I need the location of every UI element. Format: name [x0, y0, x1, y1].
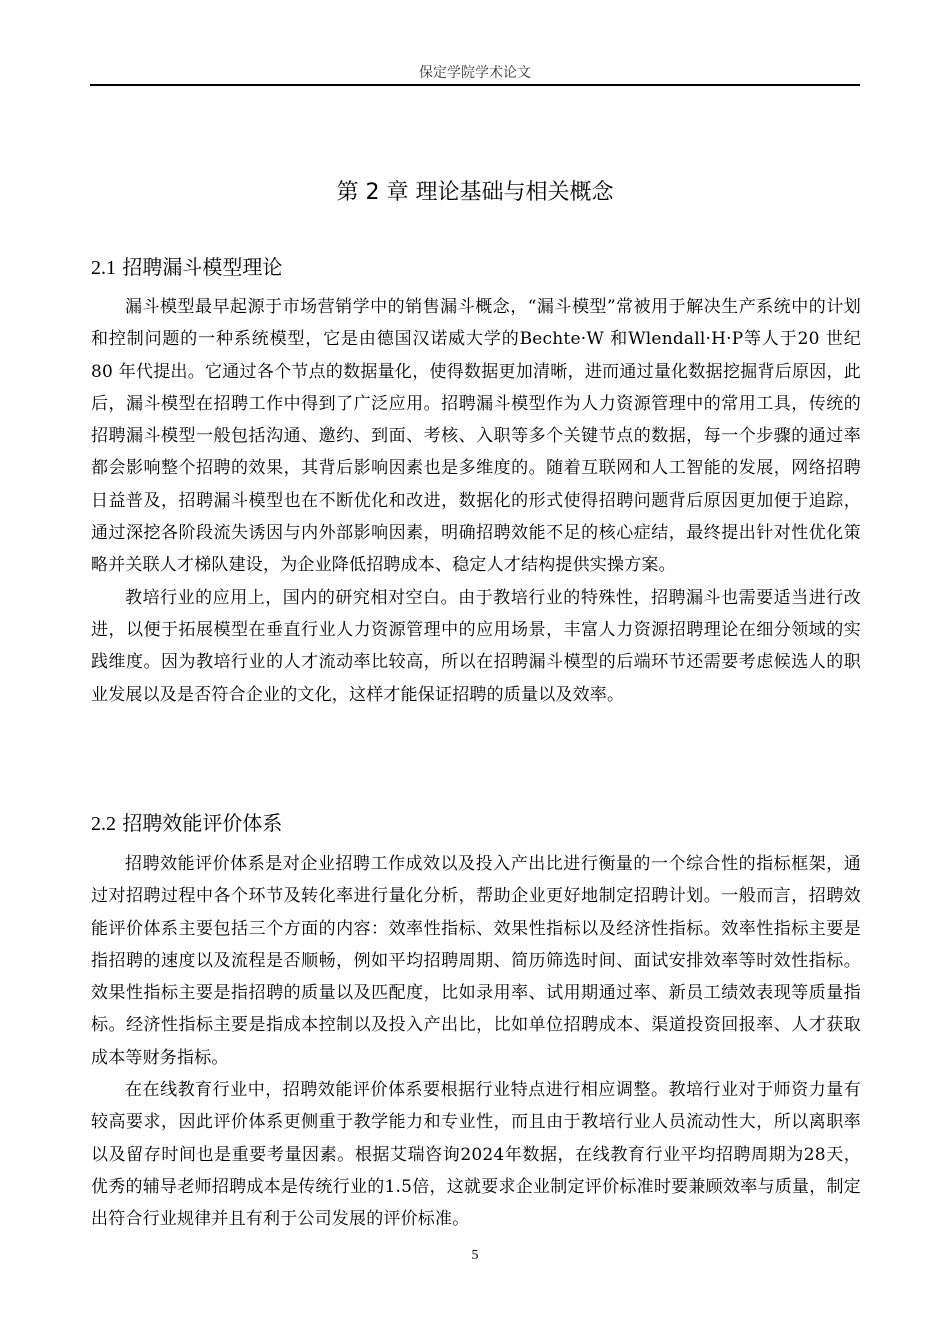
body-paragraph: 漏斗模型最早起源于市场营销学中的销售漏斗概念，“漏斗模型”常被用于解决生产系统中的计划和控制问题的一种系统模型，它是由德国汉诺威大学的Bechte·W 和Wlendall·H·P等人于20 世纪80 年代提出。它通过各个节点的数据量化，使得数据更加清晰，进而通过量化数据挖掘背后原因，此后，漏斗模型在招聘工作中得到了广泛应用。招聘漏斗模型作为人力资源管理中的常用工具，传统的招聘漏斗模型一般包括沟通、邀约、到面、考核、入职等多个关键节点的数据，每一个步骤的通过率都会影响整个招聘的效果，其背后影响因素也是多维度的。随着互联网和人工智能的发展，网络招聘日益普及，招聘漏斗模型也在不断优化和改进，数据化的形式使得招聘问题背后原因更加便于追踪，通过深挖各阶段流失诱因与内外部影响因素，明确招聘效能不足的核心症结，最终提出针对性优化策略并关联人才梯队建设，为企业降低招聘成本、稳定人才结构提供实操方案。 [91, 297, 861, 576]
running-header: 保定学院学术论文 [419, 65, 531, 81]
section-2-1-body [91, 291, 861, 711]
section-heading-2-1 [91, 252, 282, 283]
section-number: 2.1 [91, 257, 116, 279]
page-number: 5 [471, 1248, 479, 1263]
body-paragraph: 教培行业的应用上，国内的研究相对空白。由于教培行业的特殊性，招聘漏斗也需要适当进行改进，以便于拓展模型在垂直行业人力资源管理中的应用场景，丰富人力资源招聘理论在细分领域的实践维度。因为教培行业的人才流动率比较高，所以在招聘漏斗模型的后端环节还需要考虑候选人的职业发展以及是否符合企业的文化，这样才能保证招聘的质量以及效率。 [91, 587, 861, 705]
section-title-text: 招聘漏斗模型理论 [122, 255, 283, 279]
header-rule [90, 84, 860, 86]
chapter-title: 第 2 章 理论基础与相关概念 [336, 180, 614, 205]
body-paragraph: 在在线教育行业中，招聘效能评价体系要根据行业特点进行相应调整。教培行业对于师资力量有较高要求，因此评价体系更侧重于教学能力和专业性，而且由于教培行业人员流动性大，所以离职率以及留存时间也是重要考量因素。根据艾瑞咨询2024年数据，在线教育行业平均招聘周期为28天，优秀的辅导老师招聘成本是传统行业的1.5倍，这就要求企业制定评价标准时要兼顾效率与质量，制定出符合行业规律并且有利于公司发展的评价标准。 [91, 1080, 861, 1230]
section-2-2-body [91, 848, 861, 1236]
section-number: 2.2 [91, 813, 116, 835]
section-heading-2-2 [91, 808, 282, 839]
section-title-text: 招聘效能评价体系 [122, 811, 283, 835]
body-paragraph: 招聘效能评价体系是对企业招聘工作成效以及投入产出比进行衡量的一个综合性的指标框架，通过对招聘过程中各个环节及转化率进行量化分析，帮助企业更好地制定招聘计划。一般而言，招聘效能评价体系主要包括三个方面的内容：效率性指标、效果性指标以及经济性指标。效率性指标主要是指招聘的速度以及流程是否顺畅，例如平均招聘周期、简历筛选时间、面试安排效率等时效性指标。效果性指标主要是指招聘的质量以及匹配度，比如录用率、试用期通过率、新员工绩效表现等质量指标。经济性指标主要是指成本控制以及投入产出比，比如单位招聘成本、渠道投资回报率、人才获取成本等财务指标。 [91, 854, 861, 1068]
